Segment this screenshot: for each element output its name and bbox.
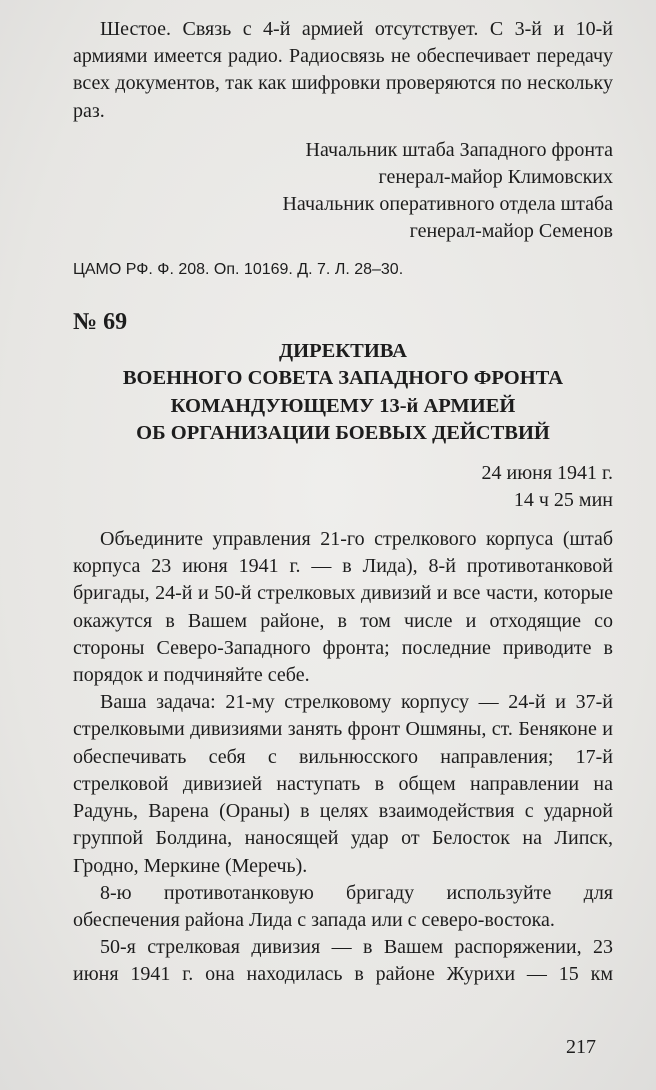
page-number: 217 bbox=[566, 1036, 596, 1058]
title-line: ВОЕННОГО СОВЕТА ЗАПАДНОГО ФРОНТА bbox=[122, 367, 564, 390]
signature-line: генерал-майор Семенов bbox=[409, 220, 613, 243]
body-paragraph: Объедините управления 21-го стрелкового корпуса (штаб корпуса 23 июня 1941 г. — в Лида), 8-й противотанковой бригады, 24-й и 50-й стрелковых дивизий и все части, которые окажутся в Вашем районе, в том числе и отходящие со стороны Северо-Западного фронта; последние приводите в порядок и подчиняйте себе. bbox=[73, 528, 613, 687]
document-title bbox=[73, 338, 613, 448]
title-line: КОМАНДУЮЩЕМУ 13-й АРМИЕЙ bbox=[170, 394, 516, 417]
document-date: 24 июня 1941 г. bbox=[481, 461, 613, 484]
document-date-block bbox=[73, 460, 613, 514]
document-time: 14 ч 25 мин bbox=[513, 488, 613, 511]
intro-paragraph: Шестое. Связь с 4-й армией отсутствует. С 3-й и 10-й армиями имеется радио. Радиосвязь не обеспечивает передачу всех документов, так как шифровки проверяются по нескольку раз. bbox=[73, 18, 613, 122]
signature-line: генерал-майор Климовских bbox=[378, 166, 613, 189]
body-paragraph: 50-я стрелковая дивизия — в Вашем распоряжении, 23 июня 1941 г. она находилась в районе Журихи — 15 км bbox=[73, 936, 613, 986]
signature-block bbox=[73, 137, 613, 246]
document-body bbox=[73, 526, 613, 988]
document-number: № 69 bbox=[73, 308, 128, 335]
body-paragraph: 8-ю противотанковую бригаду используйте для обеспечения района Лида с запада или с северо-востока. bbox=[73, 881, 613, 931]
page-content bbox=[73, 16, 613, 989]
archive-source-reference: ЦАМО РФ. Ф. 208. Оп. 10169. Д. 7. Л. 28–30. bbox=[73, 260, 404, 278]
title-line: ОБ ОРГАНИЗАЦИИ БОЕВЫХ ДЕЙСТВИЙ bbox=[136, 422, 550, 445]
signature-line: Начальник штаба Западного фронта bbox=[305, 138, 613, 161]
title-line: ДИРЕКТИВА bbox=[279, 340, 407, 363]
body-paragraph: Ваша задача: 21-му стрелковому корпусу — 24-й и 37-й стрелковыми дивизиями занять фронт Ошмяны, ст. Беняконе и обеспечивать себя с вильнюсского направления; 17-й стрелковой дивизией наступать в общем направлении на Радунь, Варена (Ораны) в целях взаимодействия с ударной группой Болдина, наносящей удар от Белосток на Липск, Гродно, Меркине (Меречь). bbox=[73, 691, 613, 877]
signature-line: Начальник оперативного отдела штаба bbox=[282, 193, 613, 216]
